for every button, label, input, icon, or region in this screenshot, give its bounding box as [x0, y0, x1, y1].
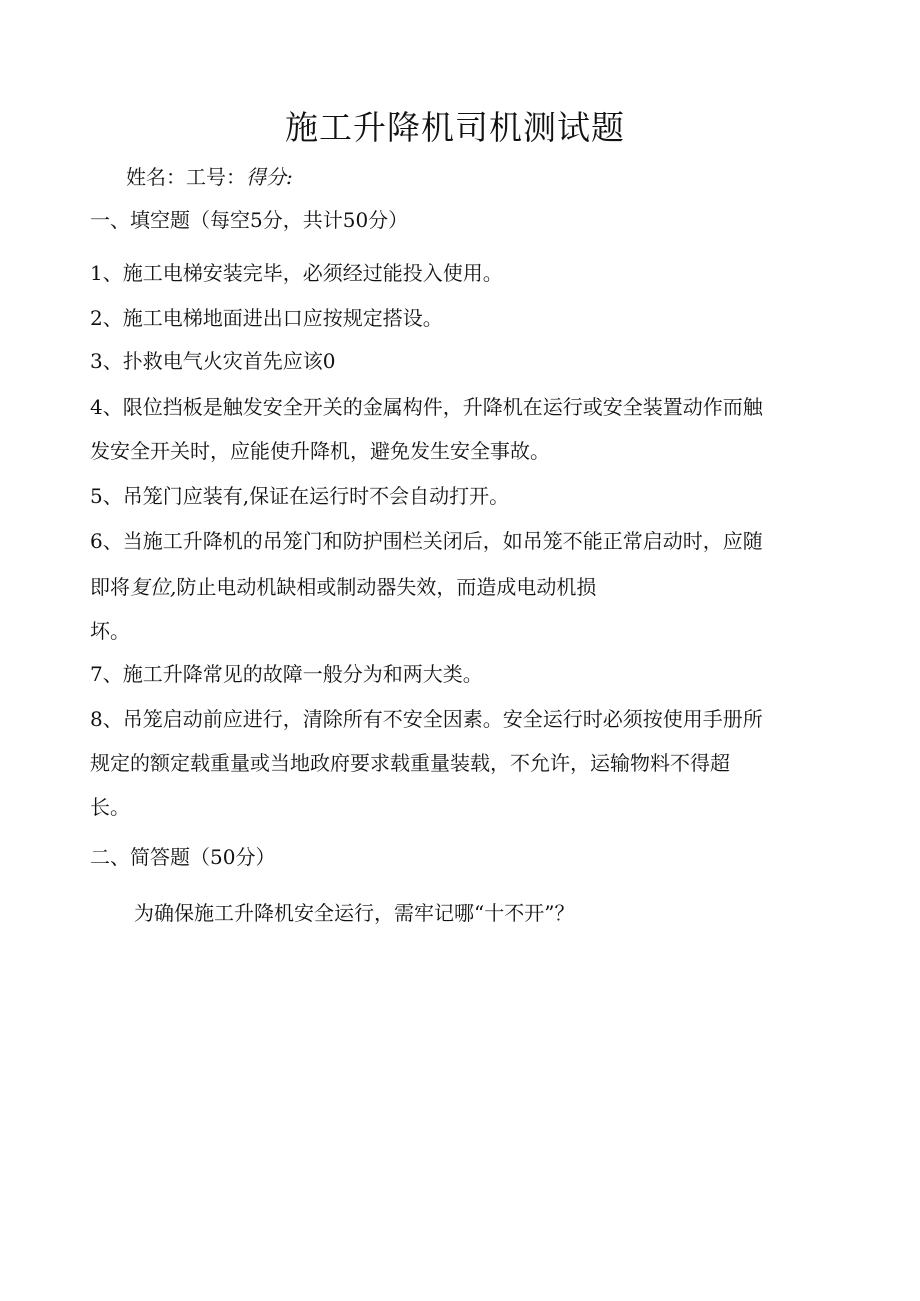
question-4-line-1: 4、限位挡板是触发安全开关的金属构件，升降机在运行或安全装置动作而触 [90, 395, 763, 419]
name-label: 姓名： [126, 165, 186, 189]
question-1: 1、施工电梯安装完毕，必须经过能投入使用。 [90, 261, 503, 285]
question-6-line-1: 6、当施工升降机的吊笼门和防护围栏关闭后，如吊笼不能正常启动时，应随 [90, 529, 763, 553]
section-1-heading: 一、填空题（每空5分，共计50分） [90, 208, 409, 232]
examinee-info [126, 162, 293, 192]
question-8-line-1: 8、吊笼启动前应进行，清除所有不安全因素。安全运行时必须按使用手册所 [90, 707, 763, 731]
section-2-heading: 二、简答题（50分） [90, 845, 276, 869]
question-6-line-3: 坏。 [90, 619, 130, 643]
question-4-line-2: 发安全开关时，应能使升降机，避免发生安全事故。 [90, 439, 550, 463]
page-title: 施工升降机司机测试题 [285, 108, 625, 147]
score-label: 得分: [246, 165, 293, 189]
question-6-suffix: 防止电动机缺相或制动器失效，而造成电动机损 [176, 575, 597, 599]
question-6-line-2 [90, 572, 596, 602]
question-6-italic-answer: 复位, [130, 575, 177, 599]
question-8-line-2: 规定的额定载重量或当地政府要求载重量装载，不允许，运输物料不得超 [90, 751, 730, 775]
question-6-prefix: 即将 [90, 575, 130, 599]
question-7: 7、施工升降常见的故障一般分为和两大类。 [90, 662, 483, 686]
essay-question: 为确保施工升降机安全运行，需牢记哪“十不开”？ [134, 901, 575, 925]
question-8-line-3: 长。 [90, 795, 130, 819]
question-5: 5、吊笼门应装有,保证在运行时不会自动打开。 [90, 484, 510, 508]
id-label: 工号： [186, 165, 246, 189]
question-2: 2、施工电梯地面进出口应按规定搭设。 [90, 306, 443, 330]
question-3: 3、扑救电气火灾首先应该0 [90, 349, 336, 373]
